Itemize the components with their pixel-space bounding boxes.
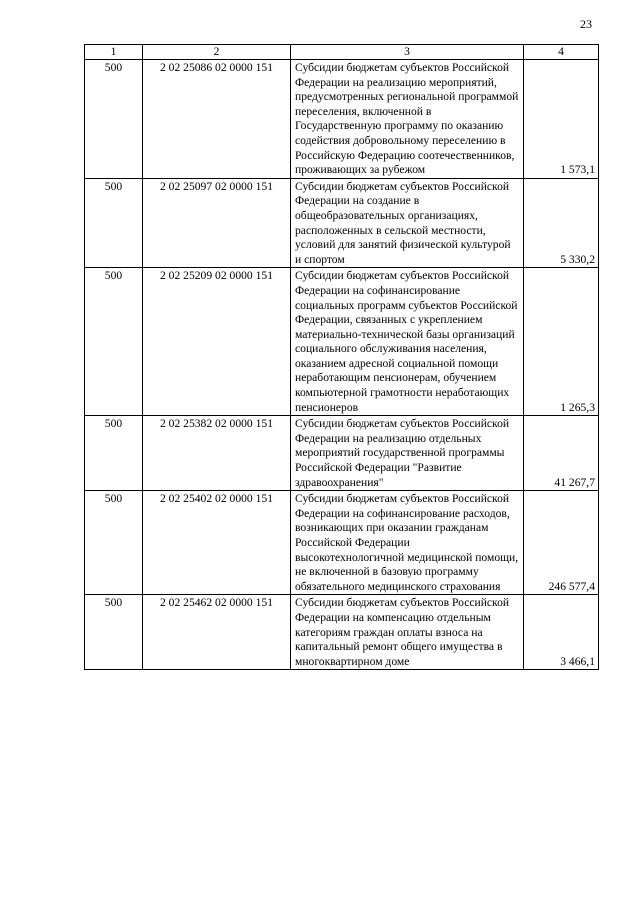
table-row xyxy=(85,268,599,416)
row-amount: 41 267,7 xyxy=(524,416,599,491)
column-header-3: 3 xyxy=(291,45,524,60)
column-header-1: 1 xyxy=(85,45,143,60)
row-amount: 246 577,4 xyxy=(524,491,599,595)
budget-table xyxy=(84,44,599,670)
row-description: Субсидии бюджетам субъектов Российской Федерации на софинансирование расходов, возникающих при оказании гражданам Российской Федерации высокотехнологичной медицинской помощи, не включенной в базовую программу обязательного медицинского страхования xyxy=(291,491,524,595)
row-classification: 2 02 25209 02 0000 151 xyxy=(143,268,291,416)
row-code: 500 xyxy=(85,268,143,416)
table-row xyxy=(85,178,599,268)
row-code: 500 xyxy=(85,491,143,595)
table-row xyxy=(85,416,599,491)
table-row xyxy=(85,60,599,179)
table-row xyxy=(85,595,599,670)
row-description: Субсидии бюджетам субъектов Российской Федерации на софинансирование социальных программ субъектов Российской Федерации, связанных с укреплением материально-технической базы организаций социального обслуживания населения, оказанием адресной социальной помощи неработающим пенсионерам, обучением компьютерной грамотности неработающих пенсионеров xyxy=(291,268,524,416)
row-classification: 2 02 25097 02 0000 151 xyxy=(143,178,291,268)
row-code: 500 xyxy=(85,595,143,670)
row-classification: 2 02 25462 02 0000 151 xyxy=(143,595,291,670)
row-classification: 2 02 25382 02 0000 151 xyxy=(143,416,291,491)
row-amount: 5 330,2 xyxy=(524,178,599,268)
row-code: 500 xyxy=(85,178,143,268)
row-description: Субсидии бюджетам субъектов Российской Федерации на реализацию отдельных мероприятий государственной программы Российской Федерации "Развитие здравоохранения" xyxy=(291,416,524,491)
row-code: 500 xyxy=(85,416,143,491)
row-classification: 2 02 25086 02 0000 151 xyxy=(143,60,291,179)
row-description: Субсидии бюджетам субъектов Российской Федерации на создание в общеобразовательных организациях, расположенных в сельской местности, условий для занятий физической культурой и спортом xyxy=(291,178,524,268)
row-description: Субсидии бюджетам субъектов Российской Федерации на компенсацию отдельным категориям граждан оплаты взноса на капитальный ремонт общего имущества в многоквартирном доме xyxy=(291,595,524,670)
page-number: 23 xyxy=(580,17,592,31)
row-amount: 3 466,1 xyxy=(524,595,599,670)
row-amount: 1 573,1 xyxy=(524,60,599,179)
column-header-2: 2 xyxy=(143,45,291,60)
row-code: 500 xyxy=(85,60,143,179)
row-amount: 1 265,3 xyxy=(524,268,599,416)
table-row xyxy=(85,491,599,595)
column-header-4: 4 xyxy=(524,45,599,60)
table-header-row xyxy=(85,45,599,60)
row-description: Субсидии бюджетам субъектов Российской Федерации на реализацию мероприятий, предусмотренных региональной программой переселения, включенной в Государственную программу по оказанию содействия добровольному переселению в Российскую Федерацию соотечественников, проживающих за рубежом xyxy=(291,60,524,179)
row-classification: 2 02 25402 02 0000 151 xyxy=(143,491,291,595)
